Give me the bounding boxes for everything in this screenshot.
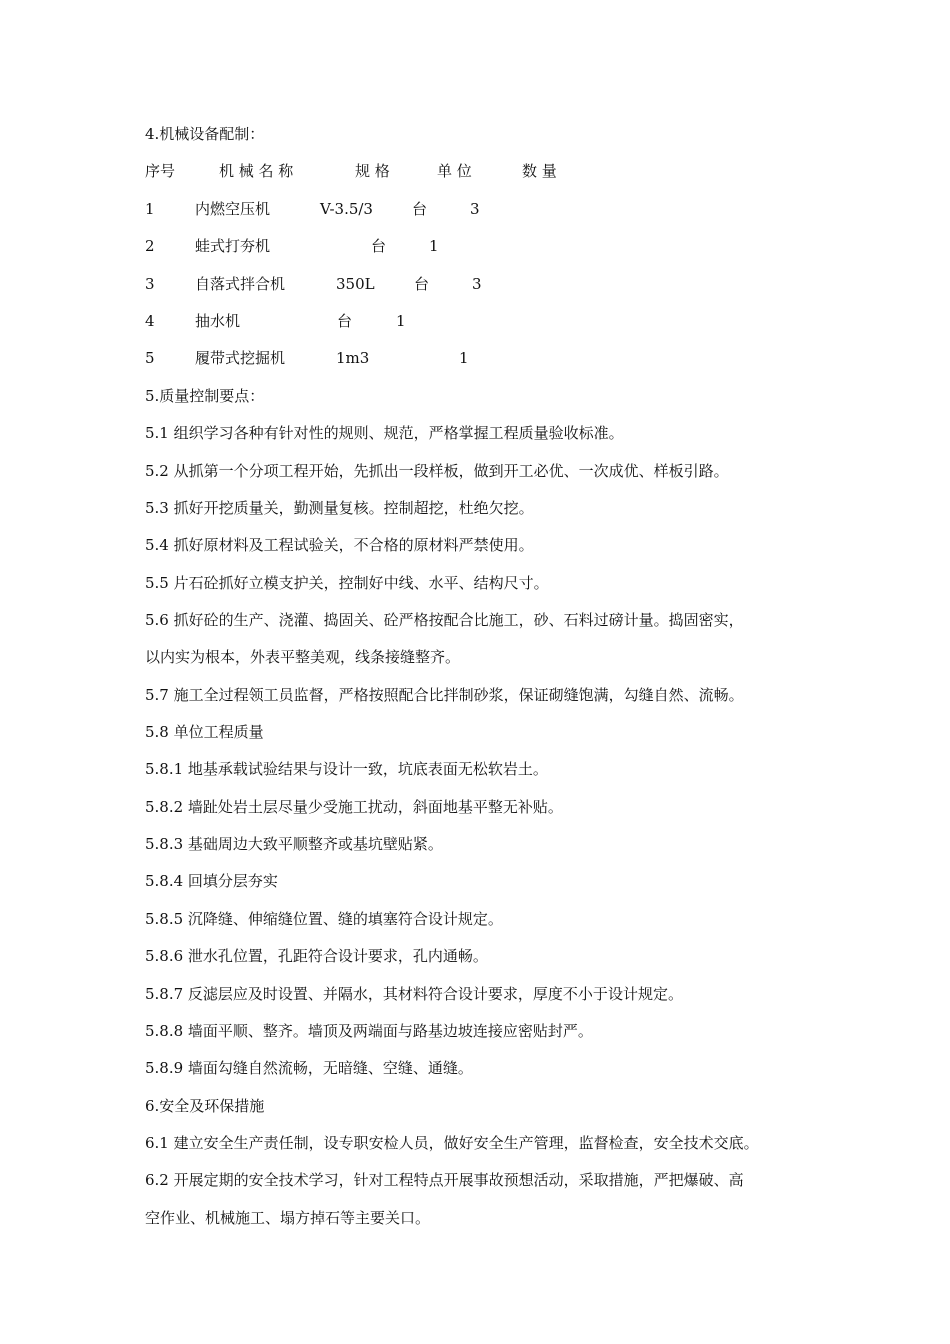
paragraph: 5.8.3 基础周边大致平顺整齐或基坑壁贴紧。 bbox=[145, 835, 443, 853]
paragraph: 6.1 建立安全生产责任制，设专职安检人员，做好安全生产管理，监督检查，安全技术交底。 bbox=[145, 1134, 759, 1152]
table-cell-name: 履带式挖掘机 bbox=[195, 349, 286, 367]
paragraph: 5.3 抓好开挖质量关，勤测量复核。控制超挖，杜绝欠挖。 bbox=[145, 499, 534, 517]
table-cell-index: 5 bbox=[145, 349, 155, 367]
paragraph: 5.8.2 墙趾处岩土层尽量少受施工扰动，斜面地基平整无补贴。 bbox=[145, 798, 563, 816]
table-cell-qty: 1 bbox=[459, 349, 469, 367]
paragraph: 5.8.4 回填分层夯实 bbox=[145, 872, 278, 890]
table-cell-name: 内燃空压机 bbox=[195, 200, 271, 218]
table-cell-name: 抽水机 bbox=[195, 312, 241, 330]
table-cell-qty: 3 bbox=[472, 275, 482, 293]
paragraph-continuation: 空作业、机械施工、塌方掉石等主要关口。 bbox=[145, 1209, 431, 1227]
paragraph: 5.6 抓好砼的生产、浇灌、捣固关、砼严格按配合比施工，砂、石料过磅计量。捣固密实， bbox=[145, 611, 744, 629]
table-cell-qty: 1 bbox=[429, 237, 439, 255]
table-cell-unit: 台 bbox=[414, 275, 430, 293]
paragraph: 5.8.8 墙面平顺、整齐。墙顶及两端面与路基边坡连接应密贴封严。 bbox=[145, 1022, 593, 1040]
table-cell-index: 4 bbox=[145, 312, 155, 330]
table-cell-index: 1 bbox=[145, 200, 155, 218]
paragraph: 5.4 抓好原材料及工程试验关，不合格的原材料严禁使用。 bbox=[145, 536, 534, 554]
section-6-heading: 6.安全及环保措施 bbox=[145, 1097, 265, 1115]
paragraph: 6.2 开展定期的安全技术学习，针对工程特点开展事故预想活动，采取措施，严把爆破、高 bbox=[145, 1171, 744, 1189]
table-header-unit: 单 位 bbox=[437, 162, 472, 180]
paragraph: 5.8.5 沉降缝、伸缩缝位置、缝的填塞符合设计规定。 bbox=[145, 910, 503, 928]
table-cell-name: 自落式拌合机 bbox=[195, 275, 286, 293]
table-cell-unit: 台 bbox=[337, 312, 353, 330]
table-header-spec: 规 格 bbox=[355, 162, 390, 180]
table-header-index: 序号 bbox=[145, 162, 176, 180]
table-cell-unit: 台 bbox=[371, 237, 387, 255]
table-cell-index: 3 bbox=[145, 275, 155, 293]
table-header-name: 机 械 名 称 bbox=[219, 162, 294, 180]
table-cell-index: 2 bbox=[145, 237, 155, 255]
table-header-qty: 数 量 bbox=[522, 162, 557, 180]
table-cell-qty: 3 bbox=[470, 200, 480, 218]
paragraph: 5.5 片石砼抓好立模支护关，控制好中线、水平、结构尺寸。 bbox=[145, 574, 549, 592]
paragraph: 5.2 从抓第一个分项工程开始，先抓出一段样板，做到开工必优、一次成优、样板引路。 bbox=[145, 462, 729, 480]
table-cell-spec: V-3.5/3 bbox=[320, 200, 373, 218]
table-cell-spec: 350L bbox=[336, 275, 375, 293]
table-cell-qty: 1 bbox=[396, 312, 406, 330]
section-4-heading: 4.机械设备配制： bbox=[145, 125, 265, 143]
table-cell-name: 蛙式打夯机 bbox=[195, 237, 271, 255]
paragraph: 5.8.6 泄水孔位置，孔距符合设计要求，孔内通畅。 bbox=[145, 947, 488, 965]
paragraph: 5.8.9 墙面勾缝自然流畅，无暗缝、空缝、通缝。 bbox=[145, 1059, 473, 1077]
subsection-heading: 5.8 单位工程质量 bbox=[145, 723, 264, 741]
paragraph: 5.1 组织学习各种有针对性的规则、规范，严格掌握工程质量验收标准。 bbox=[145, 424, 624, 442]
section-5-heading: 5.质量控制要点： bbox=[145, 387, 265, 405]
paragraph-continuation: 以内实为根本，外表平整美观，线条接缝整齐。 bbox=[145, 648, 461, 666]
table-cell-unit: 台 bbox=[412, 200, 428, 218]
paragraph: 5.7 施工全过程领工员监督，严格按照配合比拌制砂浆，保证砌缝饱满，勾缝自然、流畅。 bbox=[145, 686, 744, 704]
paragraph: 5.8.7 反滤层应及时设置、并隔水，其材料符合设计要求，厚度不小于设计规定。 bbox=[145, 985, 683, 1003]
table-cell-spec: 1m3 bbox=[336, 349, 370, 367]
paragraph: 5.8.1 地基承载试验结果与设计一致，坑底表面无松软岩土。 bbox=[145, 760, 548, 778]
